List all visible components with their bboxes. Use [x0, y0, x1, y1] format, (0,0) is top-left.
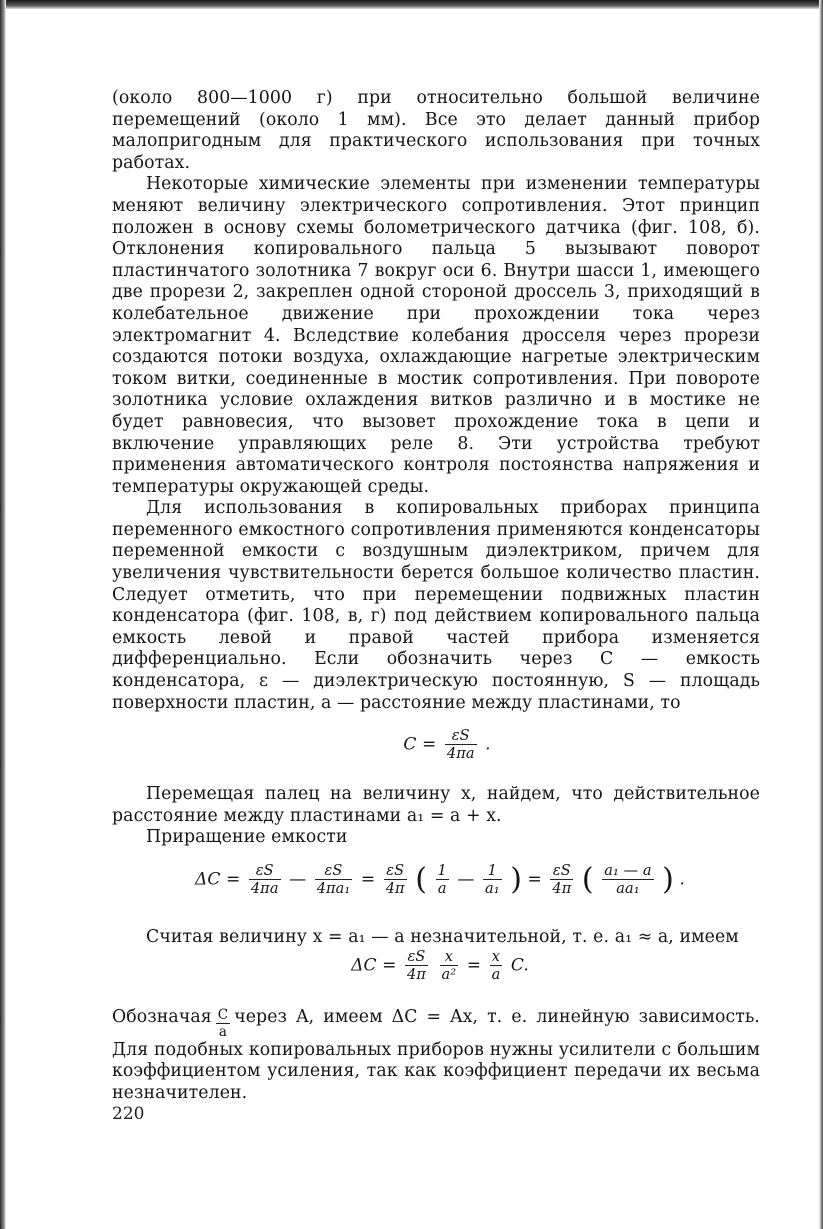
paragraph-2: Некоторые химические элементы при изменении температуры меняют величину электрического сопротивления. Этот принцип положен в основу схемы болометрического датчика (фиг. 108, б). Отклонения копировального пальца 5 вызывают поворот пластинчатого золотника 7 вокруг оси 6. Внутри шасси 1, имеющего две прорези 2, закреплен одной стороной дроссель 3, приходящий в колебательное движение при прохождении тока через электромагнит 4. Вследствие колебания дросселя через прорези создаются потоки воздуха, охлаждающие нагретые электрическим током витки, соединенные в мостик сопротивления. При повороте золотника условие охлаждения витков различно и в мостике не будет равновесия, что вызовет прохождение тока в цепи и включение управляющих реле 8. Эти устройства требуют применения автоматического контроля постоянства напряжения и температуры окружающей среды. [112, 174, 760, 497]
paragraph-6: Считая величину x = a₁ — a незначительной, т. е. a₁ ≈ a, имеем [146, 927, 739, 947]
formula-capacitance: C = $\frac{\varepsilon S}{4\pi a}$ . [403, 728, 491, 763]
page-number: 220 [112, 1104, 145, 1124]
scan-edge-right [819, 0, 823, 1229]
scan-edge-left [0, 0, 6, 1229]
formula-approximation: ΔC = $\frac{\varepsilon S}{4\pi}$ $\frac{x}{\text{a²}}$ = $\frac{x}{a}$ C. [351, 948, 529, 983]
paragraph-3: Для использования в копировальных приборах принципа переменного емкостного сопротивления применяются конденсаторы переменной емкости с воздушным диэлектриком, причем для увеличения чувствительности берется большое количество пластин. Следует отметить, что при перемещении подвижных пластин конденсатора (фиг. 108, в, г) под действием копировального пальца емкость левой и правой частей прибора изменяется дифференциально. Если обозначить через C — емкость конденсатора, ε — диэлектрическую постоянную, S — площадь поверхности пластин, a — расстояние между пластинами, то [112, 498, 760, 713]
paren-open: ( [581, 862, 594, 898]
paren-open: ( [415, 862, 428, 898]
paren-close: ) [662, 862, 674, 898]
paren-close: ) [510, 862, 522, 898]
scan-edge-top [0, 0, 823, 9]
formula-increment: ΔC = $\frac{\varepsilon S}{4\pi a}$ — $\frac{\varepsilon S}{\text{4πa₁}}$ = $\frac{\varepsilon S}{4\pi}$ ( $\frac{1}{a}$ — $\frac{1}{\text{a₁}}$ ) = $\frac{\varepsilon S}{4\pi}$ ( $\frac{\text{a₁ — a}}{\text{aa₁}}$ ) . [195, 862, 685, 898]
paragraph-4: Перемещая палец на величину x, найдем, что действительное расстояние между пластинами a₁ = a + x. [112, 784, 760, 826]
paragraph-5: Приращение емкости [146, 827, 348, 848]
inline-fraction: $\frac{C}{a}$ [217, 1006, 229, 1040]
page-body [112, 88, 760, 1104]
formula-lhs: C = [403, 734, 437, 755]
paragraph-1: (около 800—1000 г) при относительно большой величине перемещений (около 1 мм). Все это делает данный прибор малопригодным для практического использования при точных работах. [112, 88, 760, 173]
paragraph-7: Обозначая $\frac{C}{a}$ через A, имеем ΔC = Ax, т. е. линейную зависимость. Для подобных копировальных приборов нужны усилители с большим коэффициентом усиления, так как коэффициент передачи их весьма незначителен. [112, 1006, 760, 1103]
formula-fraction: $\frac{\varepsilon S}{4\pi a}$ [446, 728, 475, 763]
